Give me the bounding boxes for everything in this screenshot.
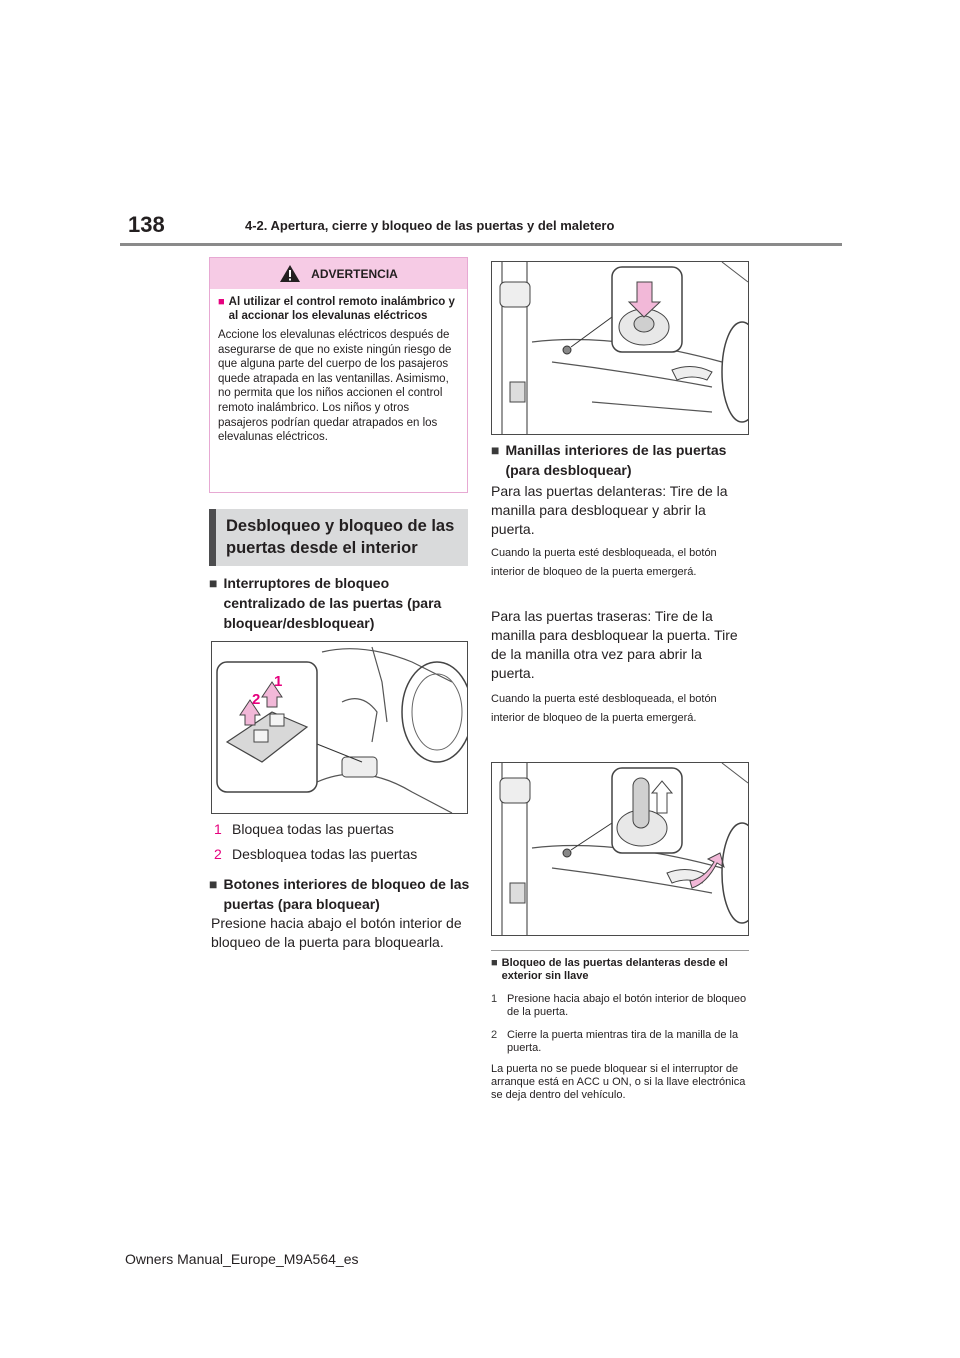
warning-triangle-icon bbox=[279, 264, 301, 283]
callout-1: 1 bbox=[274, 673, 283, 690]
door-handle-figure bbox=[491, 762, 749, 936]
door-switch-illustration bbox=[212, 642, 467, 813]
list-item: 2 Desbloquea todas las puertas bbox=[214, 846, 418, 862]
square-bullet-icon: ■ bbox=[491, 957, 498, 969]
square-bullet-icon: ■ bbox=[209, 876, 218, 892]
keyless-subheading: ■ Bloqueo de las puertas delanteras desde el exterior sin llave bbox=[491, 957, 728, 982]
list-item: 2 Cierre la puerta mientras tira de la manilla de la puerta. bbox=[491, 1029, 739, 1054]
square-bullet-icon: ■ bbox=[218, 296, 225, 308]
page-number: 138 bbox=[128, 212, 165, 237]
switch-figure bbox=[211, 641, 468, 814]
buttons-text: Presione hacia abajo el botón interior de bloqueo de la puerta para bloquearla. bbox=[211, 915, 462, 950]
front-door-note: Cuando la puerta esté desbloqueada, el botón interior de bloqueo de la puerta emergerá. bbox=[491, 547, 717, 578]
list-item: 1 Bloquea todas las puertas bbox=[214, 821, 394, 837]
square-bullet-icon: ■ bbox=[491, 442, 500, 458]
square-bullet-icon: ■ bbox=[209, 575, 218, 591]
warning-header bbox=[210, 258, 467, 289]
footer-text: Owners Manual_Europe_M9A564_es bbox=[125, 1251, 359, 1267]
list-item: 1 Presione hacia abajo el botón interior de bloqueo de la puerta. bbox=[491, 993, 747, 1018]
divider bbox=[491, 950, 749, 951]
door-handle-illustration bbox=[492, 763, 748, 935]
keyless-note: La puerta no se puede bloquear si el interruptor de arranque está en ACC u ON, o si la llave electrónica se deja dentro del vehículo. bbox=[491, 1063, 746, 1101]
warning-subheading: ■ Al utilizar el control remoto inalámbrico y al accionar los elevalunas eléctricos bbox=[218, 296, 455, 322]
warning-box bbox=[209, 257, 468, 493]
switch-subheading: ■ Interruptores de bloqueo centralizado de las puertas (para bloquear/desbloquear) bbox=[209, 575, 442, 631]
warning-body: Accione los elevalunas eléctricos después de asegurarse de que no existe ningún riesgo de que alguna parte del cuerpo de los pasajeros quede atrapada en las ventanillas. Asimismo, no permita que los niños accionen el control remoto inalámbrico. Los niños y otros pasajeros podrían quedar atrapados en los elevalunas eléctricos. bbox=[218, 329, 452, 444]
running-header: 4-2. Apertura, cierre y bloqueo de las puertas y del maletero bbox=[245, 218, 615, 233]
handles-subheading: ■ Manillas interiores de las puertas (para desbloquear) bbox=[491, 442, 727, 478]
door-lock-figure bbox=[491, 261, 749, 435]
warning-title: ADVERTENCIA bbox=[311, 266, 398, 281]
header-rule bbox=[120, 243, 842, 246]
rear-door-note: Cuando la puerta esté desbloqueada, el botón interior de bloqueo de la puerta emergerá. bbox=[491, 693, 717, 724]
door-lock-illustration bbox=[492, 262, 748, 434]
rear-door-text: Para las puertas traseras: Tire de la manilla para desbloquear la puerta. Tire de la manilla otra vez para abrir la puerta. bbox=[491, 608, 738, 681]
section-heading: Desbloqueo y bloqueo de las puertas desde el interior bbox=[209, 509, 468, 566]
callout-2: 2 bbox=[252, 691, 261, 708]
front-door-text: Para las puertas delanteras: Tire de la manilla para desbloquear y abrir la puerta. bbox=[491, 483, 728, 537]
buttons-subheading: ■ Botones interiores de bloqueo de las puertas (para bloquear) bbox=[209, 876, 470, 912]
